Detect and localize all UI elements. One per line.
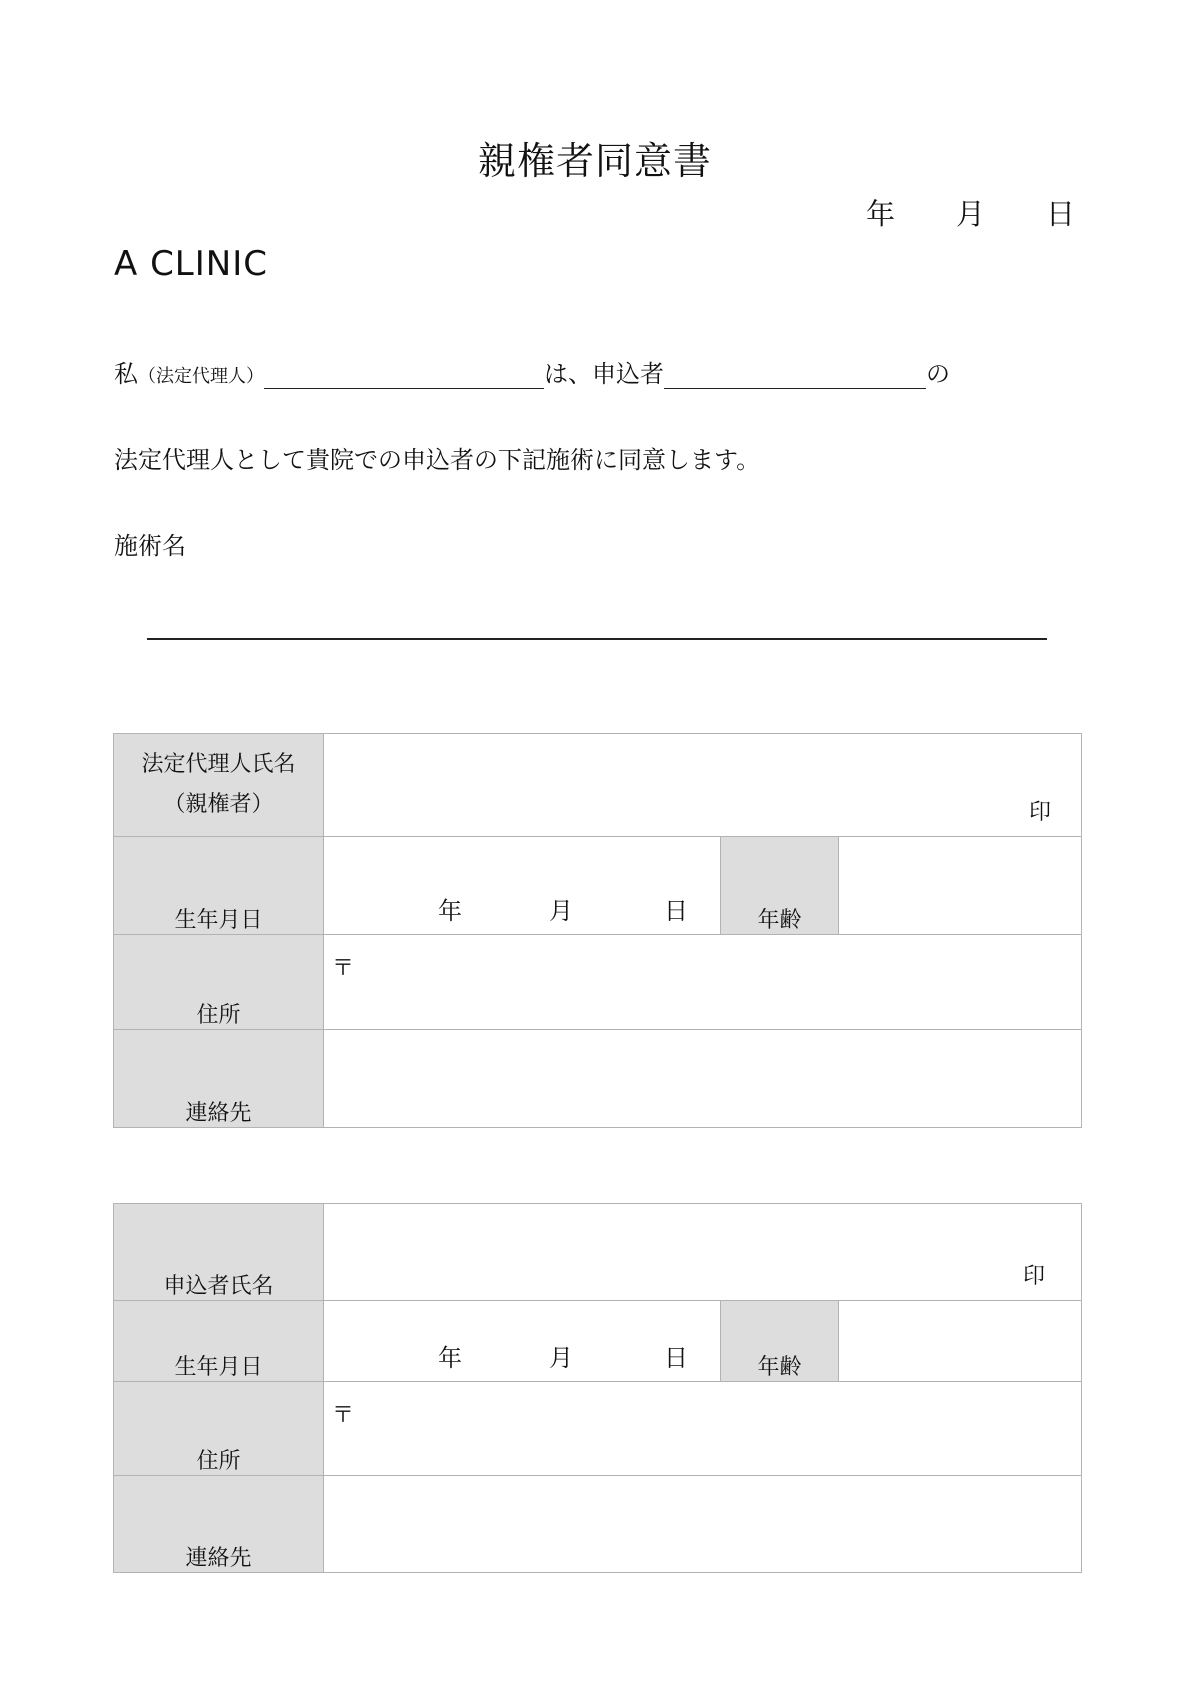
watashi-text: 私 xyxy=(114,360,138,388)
applicant-seal-mark: 印 xyxy=(1023,1264,1046,1289)
guardian-name-label-line2: （親権者） xyxy=(163,792,274,817)
guardian-contact-field[interactable] xyxy=(324,1030,1082,1128)
guardian-address-label: 住所 xyxy=(114,935,324,1030)
guardian-seal-mark: 印 xyxy=(1029,800,1052,825)
guardian-age-field[interactable] xyxy=(839,837,1082,935)
guardian-name-label xyxy=(114,734,324,837)
applicant-info-table xyxy=(113,1203,1082,1573)
applicant-age-label: 年齢 xyxy=(721,1301,839,1382)
guardian-name-blank[interactable] xyxy=(264,362,544,389)
guardian-age-label: 年齢 xyxy=(721,837,839,935)
applicant-age-field[interactable] xyxy=(839,1301,1082,1382)
guardian-birth-month: 月 xyxy=(549,897,573,925)
postal-mark-icon: 〒 xyxy=(332,956,355,981)
applicant-contact-label: 連絡先 xyxy=(114,1476,324,1573)
applicant-name-blank[interactable] xyxy=(664,362,926,389)
applicant-contact-field[interactable] xyxy=(324,1476,1082,1573)
guardian-address-field[interactable] xyxy=(324,935,1082,1030)
guardian-name-field[interactable] xyxy=(324,734,1082,837)
applicant-birth-year: 年 xyxy=(438,1344,462,1372)
guardian-name-label-line1: 法定代理人氏名 xyxy=(141,752,296,777)
date-day-label: 日 xyxy=(1046,197,1076,231)
applicant-connector-text: は、申込者 xyxy=(544,360,664,388)
applicant-address-field[interactable] xyxy=(324,1382,1082,1476)
consent-statement-line1 xyxy=(114,354,950,390)
legal-rep-note: （法定代理人） xyxy=(138,366,264,387)
applicant-address-label: 住所 xyxy=(114,1382,324,1476)
no-particle-text: の xyxy=(926,360,950,388)
applicant-name-field[interactable] xyxy=(324,1204,1082,1301)
clinic-name: A CLINIC xyxy=(114,244,268,284)
guardian-birth-year: 年 xyxy=(438,897,462,925)
applicant-birthdate-field[interactable] xyxy=(324,1301,721,1382)
applicant-name-label: 申込者氏名 xyxy=(114,1204,324,1301)
document-title: 親権者同意書 xyxy=(477,139,712,183)
applicant-birth-label: 生年月日 xyxy=(114,1301,324,1382)
procedure-name-blank[interactable] xyxy=(147,638,1047,640)
guardian-info-table xyxy=(113,733,1082,1128)
applicant-birth-month: 月 xyxy=(549,1344,573,1372)
postal-mark-icon: 〒 xyxy=(332,1403,355,1428)
consent-statement-line2: 法定代理人として貴院での申込者の下記施術に同意します。 xyxy=(114,446,761,474)
guardian-birth-day: 日 xyxy=(664,897,688,925)
date-month-label: 月 xyxy=(956,197,986,231)
procedure-label: 施術名 xyxy=(114,532,186,560)
date-year-label: 年 xyxy=(866,197,896,231)
applicant-birth-day: 日 xyxy=(664,1344,688,1372)
guardian-birth-label: 生年月日 xyxy=(114,837,324,935)
guardian-birthdate-field[interactable] xyxy=(324,837,721,935)
guardian-contact-label: 連絡先 xyxy=(114,1030,324,1128)
